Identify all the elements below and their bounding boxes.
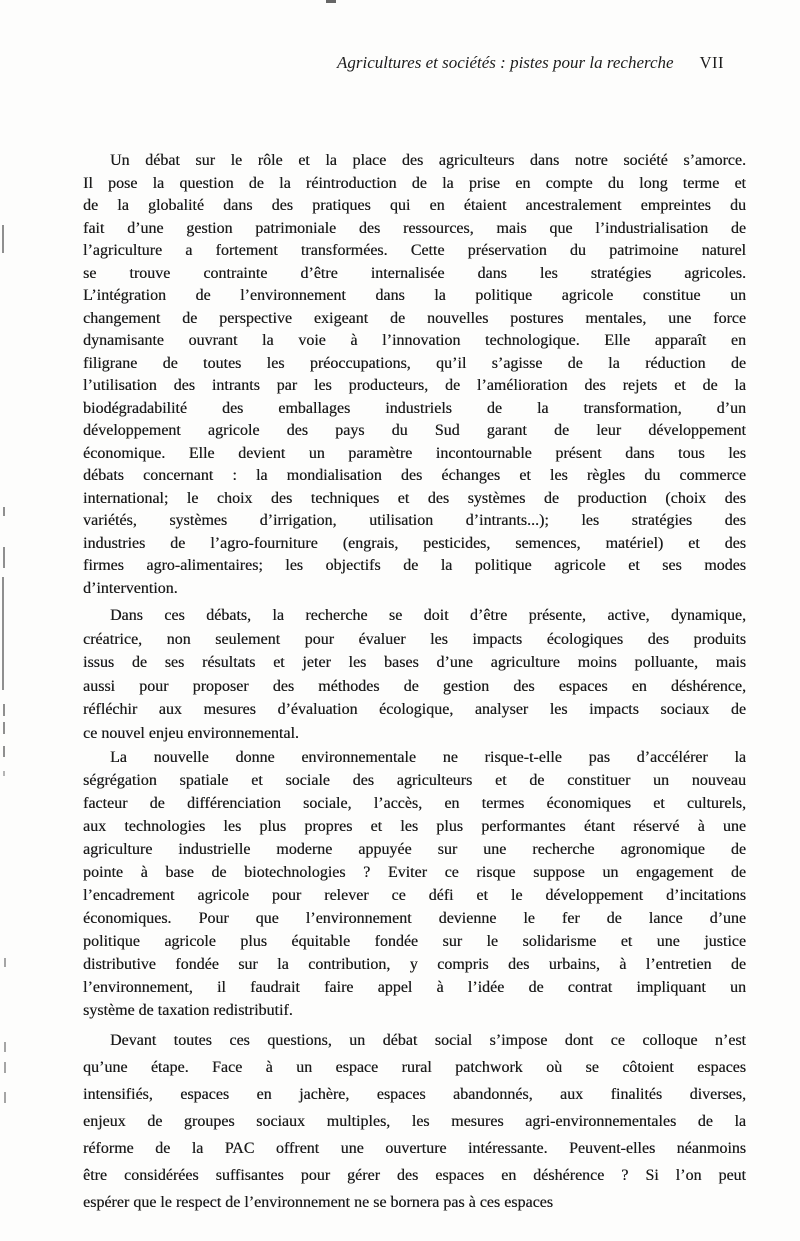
- scan-artifact: [4, 1062, 6, 1073]
- text-line: Dans ces débats, la recherche se doit d’être présente, active, dynamique,: [110, 607, 746, 624]
- scan-artifact: [2, 225, 4, 253]
- text-line: espérer que le respect de l’environnement ne se bornera pas à ces espaces: [83, 1194, 553, 1211]
- scan-artifact: [2, 577, 4, 690]
- paragraph: [83, 746, 746, 1022]
- scan-artifact: [326, 0, 336, 3]
- text-line: réfléchir aux mesures d’évaluation écologique, analyser les impacts sociaux de: [83, 701, 746, 718]
- text-line: agriculture industrielle moderne appuyée sur une recherche agronomique de: [83, 841, 746, 858]
- text-line: international; le choix des techniques et des systèmes de production (choix des: [83, 489, 746, 507]
- text-line: changement de perspective exigeant de nouvelles postures mentales, une force: [83, 309, 746, 327]
- text-line: développement agricole des pays du Sud garant de leur développement: [83, 422, 746, 439]
- scan-artifact: [4, 1092, 6, 1103]
- text-line: Devant toutes ces questions, un débat social s’impose dont ce colloque n’est: [110, 1032, 746, 1049]
- text-line: l’utilisation des intrants par les producteurs, de l’amélioration des rejets et de la: [83, 377, 746, 394]
- text-line: l’encadrement agricole pour relever ce défi et le développement d’incitations: [83, 887, 746, 904]
- text-line: pointe à base de biotechnologies ? Eviter ce risque suppose un engagement de: [83, 864, 746, 881]
- page-body: [83, 150, 746, 1216]
- text-line: aussi pour proposer des méthodes de gestion des espaces en déshérence,: [83, 677, 746, 695]
- text-line: dynamisante ouvrant la voie à l’innovation technologique. Elle apparaît en: [83, 332, 746, 349]
- text-line: ce nouvel enjeu environnemental.: [83, 724, 299, 742]
- scan-artifact: [3, 746, 5, 757]
- text-line: être considérées suffisantes pour gérer des espaces en déshérence ? Si l’on peut: [83, 1167, 746, 1184]
- text-line: économique. Elle devient un paramètre incontournable présent dans tous les: [83, 444, 746, 462]
- text-line: distributive fondée sur la contribution, y compris des urbains, à l’entretien de: [83, 956, 746, 973]
- text-line: système de taxation redistributif.: [83, 1002, 293, 1019]
- text-line: économiques. Pour que l’environnement devienne le fer de lance d’une: [83, 910, 746, 927]
- text-line: firmes agro-alimentaires; les objectifs de la politique agricole et ses modes: [83, 557, 746, 574]
- text-line: de la globalité dans des pratiques qui en étaient ancestralement empreintes du: [83, 197, 746, 214]
- scan-artifact: [4, 958, 6, 967]
- text-line: biodégradabilité des emballages industriels de la transformation, d’un: [83, 399, 746, 417]
- text-line: créatrice, non seulement pour évaluer les impacts écologiques des produits: [83, 630, 746, 648]
- text-line: l’environnement, il faudrait faire appel à l’idée de contrat impliquant un: [83, 979, 746, 996]
- scan-artifact: [3, 771, 5, 776]
- text-line: facteur de différenciation sociale, l’accès, en termes économiques et culturels,: [83, 795, 746, 812]
- page-header: [0, 53, 724, 73]
- running-title: Agricultures et sociétés : pistes pour la recherche: [336, 53, 674, 72]
- page-number: VII: [699, 53, 724, 72]
- text-line: aux technologies les plus propres et les plus performantes étant réservé à une: [83, 818, 746, 835]
- text-line: enjeux de groupes sociaux multiples, les mesures agri-environnementales de la: [83, 1113, 746, 1130]
- text-line: d’intervention.: [83, 579, 178, 597]
- text-line: ségrégation spatiale et sociale des agriculteurs et de constituer un nouveau: [83, 772, 746, 789]
- text-line: L’intégration de l’environnement dans la politique agricole constitue un: [83, 287, 746, 304]
- text-line: issus de ses résultats et jeter les bases d’une agriculture moins polluante, mais: [83, 654, 746, 671]
- text-line: La nouvelle donne environnementale ne risque-t-elle pas d’accélérer la: [110, 749, 746, 766]
- scan-artifact: [4, 1042, 6, 1052]
- text-line: fait d’une gestion patrimoniale des ressources, mais que l’industrialisation de: [83, 219, 746, 237]
- text-line: intensifiés, espaces en jachère, espaces abandonnés, aux finalités diverses,: [83, 1086, 746, 1103]
- scan-artifact: [3, 547, 5, 568]
- text-line: débats concernant : la mondialisation des échanges et les règles du commerce: [83, 467, 746, 484]
- scan-artifact: [3, 722, 5, 734]
- paragraph: [83, 150, 746, 600]
- paragraph: [83, 1027, 746, 1216]
- text-line: l’agriculture a fortement transformées. Cette préservation du patrimoine naturel: [83, 242, 746, 259]
- text-line: qu’une étape. Face à un espace rural patchwork où se côtoient espaces: [83, 1059, 746, 1076]
- text-line: filigrane de toutes les préoccupations, qu’il s’agisse de la réduction de: [83, 354, 746, 372]
- text-line: politique agricole plus équitable fondée sur le solidarisme et une justice: [83, 933, 746, 950]
- scan-artifact: [3, 704, 5, 716]
- text-line: industries de l’agro-fourniture (engrais, pesticides, semences, matériel) et des: [83, 534, 746, 552]
- scan-artifact: [3, 507, 5, 516]
- paragraph: [83, 604, 746, 745]
- text-line: Un débat sur le rôle et la place des agriculteurs dans notre société s’amorce.: [110, 152, 746, 169]
- text-line: se trouve contrainte d’être internalisée dans les stratégies agricoles.: [83, 264, 746, 282]
- text-line: réforme de la PAC offrent une ouverture intéressante. Peuvent-elles néanmoins: [83, 1140, 746, 1157]
- text-line: variétés, systèmes d’irrigation, utilisation d’intrants...); les stratégies des: [83, 512, 746, 529]
- text-line: Il pose la question de la réintroduction de la prise en compte du long terme et: [83, 174, 746, 192]
